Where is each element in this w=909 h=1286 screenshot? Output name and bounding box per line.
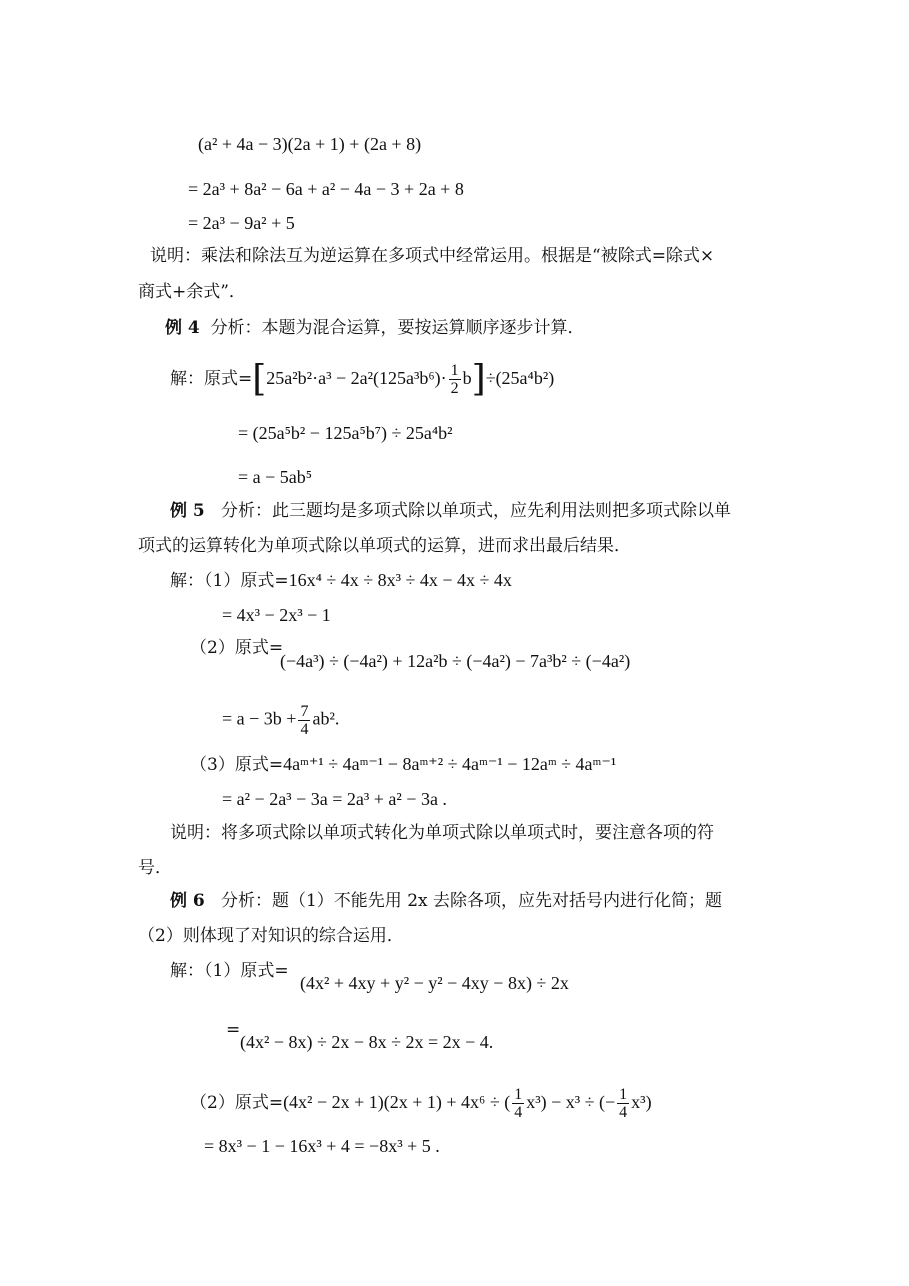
solution-expr-b: b	[462, 368, 472, 388]
example-5-heading	[170, 500, 731, 522]
fraction-denominator: 4	[300, 721, 309, 738]
fraction-numerator: 1	[514, 1086, 523, 1103]
expr-line-3: = 2a³ − 9a² + 5	[188, 213, 295, 233]
example-4-analysis: 分析：本题为混合运算，要按运算顺序逐步计算．	[210, 318, 585, 338]
left-bracket: [	[252, 358, 267, 400]
example-6-part-2-result: = 8x³ − 1 − 16x³ + 4 = −8x³ + 5 .	[204, 1136, 440, 1156]
example-6-part-1-expr: (4x² + 4xy + y² − y² − 4xy − 8x) ÷ 2x	[300, 973, 569, 993]
example-4-solution	[170, 358, 555, 400]
example-6-heading	[170, 890, 722, 912]
example-5-part-2-expr: (−4a³) ÷ (−4a²) + 12a²b ÷ (−4a²) − 7a³b² ÷ (−4a²)	[280, 651, 631, 671]
fraction-denominator: 4	[619, 1104, 628, 1121]
example-5-part-3	[190, 753, 616, 776]
expr-line-1: (a² + 4a − 3)(2a + 1) + (2a + 8)	[198, 134, 422, 154]
note-line-1: 说明：乘法和除法互为逆运算在多项式中经常运用。根据是“被除式=除式×	[150, 246, 715, 266]
example-4-label: 例 4	[165, 318, 200, 338]
part-1-lead: 解：（1）原式=	[170, 571, 289, 591]
example-5-part-1-result: = 4x³ − 2x³ − 1	[222, 605, 331, 625]
fraction	[512, 1086, 524, 1121]
part-2-expr-a: (4x² − 2x + 1)(2x + 1) + 4x⁶ ÷ (	[283, 1092, 511, 1112]
solution-expr-c: ÷(25a⁴b²)	[485, 368, 555, 388]
example-4-step-3: = a − 5ab⁵	[238, 467, 313, 487]
example-6-part-1-eq: =	[226, 1020, 241, 1040]
note-line-2: 商式+余式”．	[138, 282, 246, 302]
part-3-lead: （3）原式=	[190, 755, 284, 775]
fraction-numerator: 7	[300, 703, 309, 720]
example-6-analysis-cont: （2）则体现了对知识的综合运用．	[138, 926, 404, 946]
fraction	[617, 1086, 629, 1121]
fraction-denominator: 2	[450, 380, 459, 397]
part-2-lead: （2）原式=	[190, 1093, 284, 1113]
solution-expr: 25a²b²·a³ − 2a²(125a³b⁶)·	[266, 368, 447, 388]
example-6-part-2	[190, 1086, 652, 1121]
fraction	[449, 362, 461, 397]
example-6-part-1-lead: 解：（1）原式=	[170, 961, 289, 981]
example-5-part-2-lead: （2）原式=	[190, 638, 284, 658]
example-5-analysis-cont: 项式的运算转化为单项式除以单项式的运算，进而求出最后结果．	[138, 536, 631, 556]
example-6-part-1-result: (4x² − 8x) ÷ 2x − 8x ÷ 2x = 2x − 4.	[240, 1032, 494, 1052]
fraction-numerator: 1	[619, 1086, 628, 1103]
fraction-numerator: 1	[450, 362, 459, 379]
fraction-denominator: 4	[514, 1104, 523, 1121]
note-2-line-2: 号．	[138, 858, 172, 878]
example-5-part-1	[170, 569, 512, 592]
example-6-label: 例 6	[170, 891, 205, 911]
part-1-expr: 16x⁴ ÷ 4x ÷ 8x³ ÷ 4x − 4x ÷ 4x	[288, 570, 512, 590]
part-2-result-a: = a − 3b +	[222, 708, 297, 729]
example-4-step-2: = (25a⁵b² − 125a⁵b⁷) ÷ 25a⁴b²	[238, 423, 453, 443]
example-6-analysis: 分析：题（1）不能先用 2x 去除各项，应先对括号内进行化简；题	[220, 891, 722, 911]
expr-line-2: = 2a³ + 8a² − 6a + a² − 4a − 3 + 2a + 8	[188, 179, 464, 199]
part-3-expr: 4aᵐ⁺¹ ÷ 4aᵐ⁻¹ − 8aᵐ⁺² ÷ 4aᵐ⁻¹ − 12aᵐ ÷ 4aᵐ⁻¹	[283, 754, 617, 774]
example-4-heading	[165, 317, 585, 339]
example-5-part-2-result	[222, 703, 339, 738]
part-2-result-b: ab².	[312, 708, 340, 729]
solution-lead: 解：原式=	[170, 369, 253, 389]
fraction	[298, 703, 310, 738]
part-2-expr-c: x³)	[631, 1092, 652, 1112]
example-5-label: 例 5	[170, 501, 205, 521]
example-5-part-3-result: = a² − 2a³ − 3a = 2a³ + a² − 3a .	[222, 789, 447, 809]
example-5-analysis: 分析：此三题均是多项式除以单项式，应先利用法则把多项式除以单	[220, 501, 731, 521]
part-2-expr-b: x³) − x³ ÷ (−	[526, 1092, 616, 1112]
note-2-line-1: 说明：将多项式除以单项式转化为单项式除以单项式时，要注意各项的符	[170, 823, 714, 843]
right-bracket: ]	[471, 358, 486, 400]
